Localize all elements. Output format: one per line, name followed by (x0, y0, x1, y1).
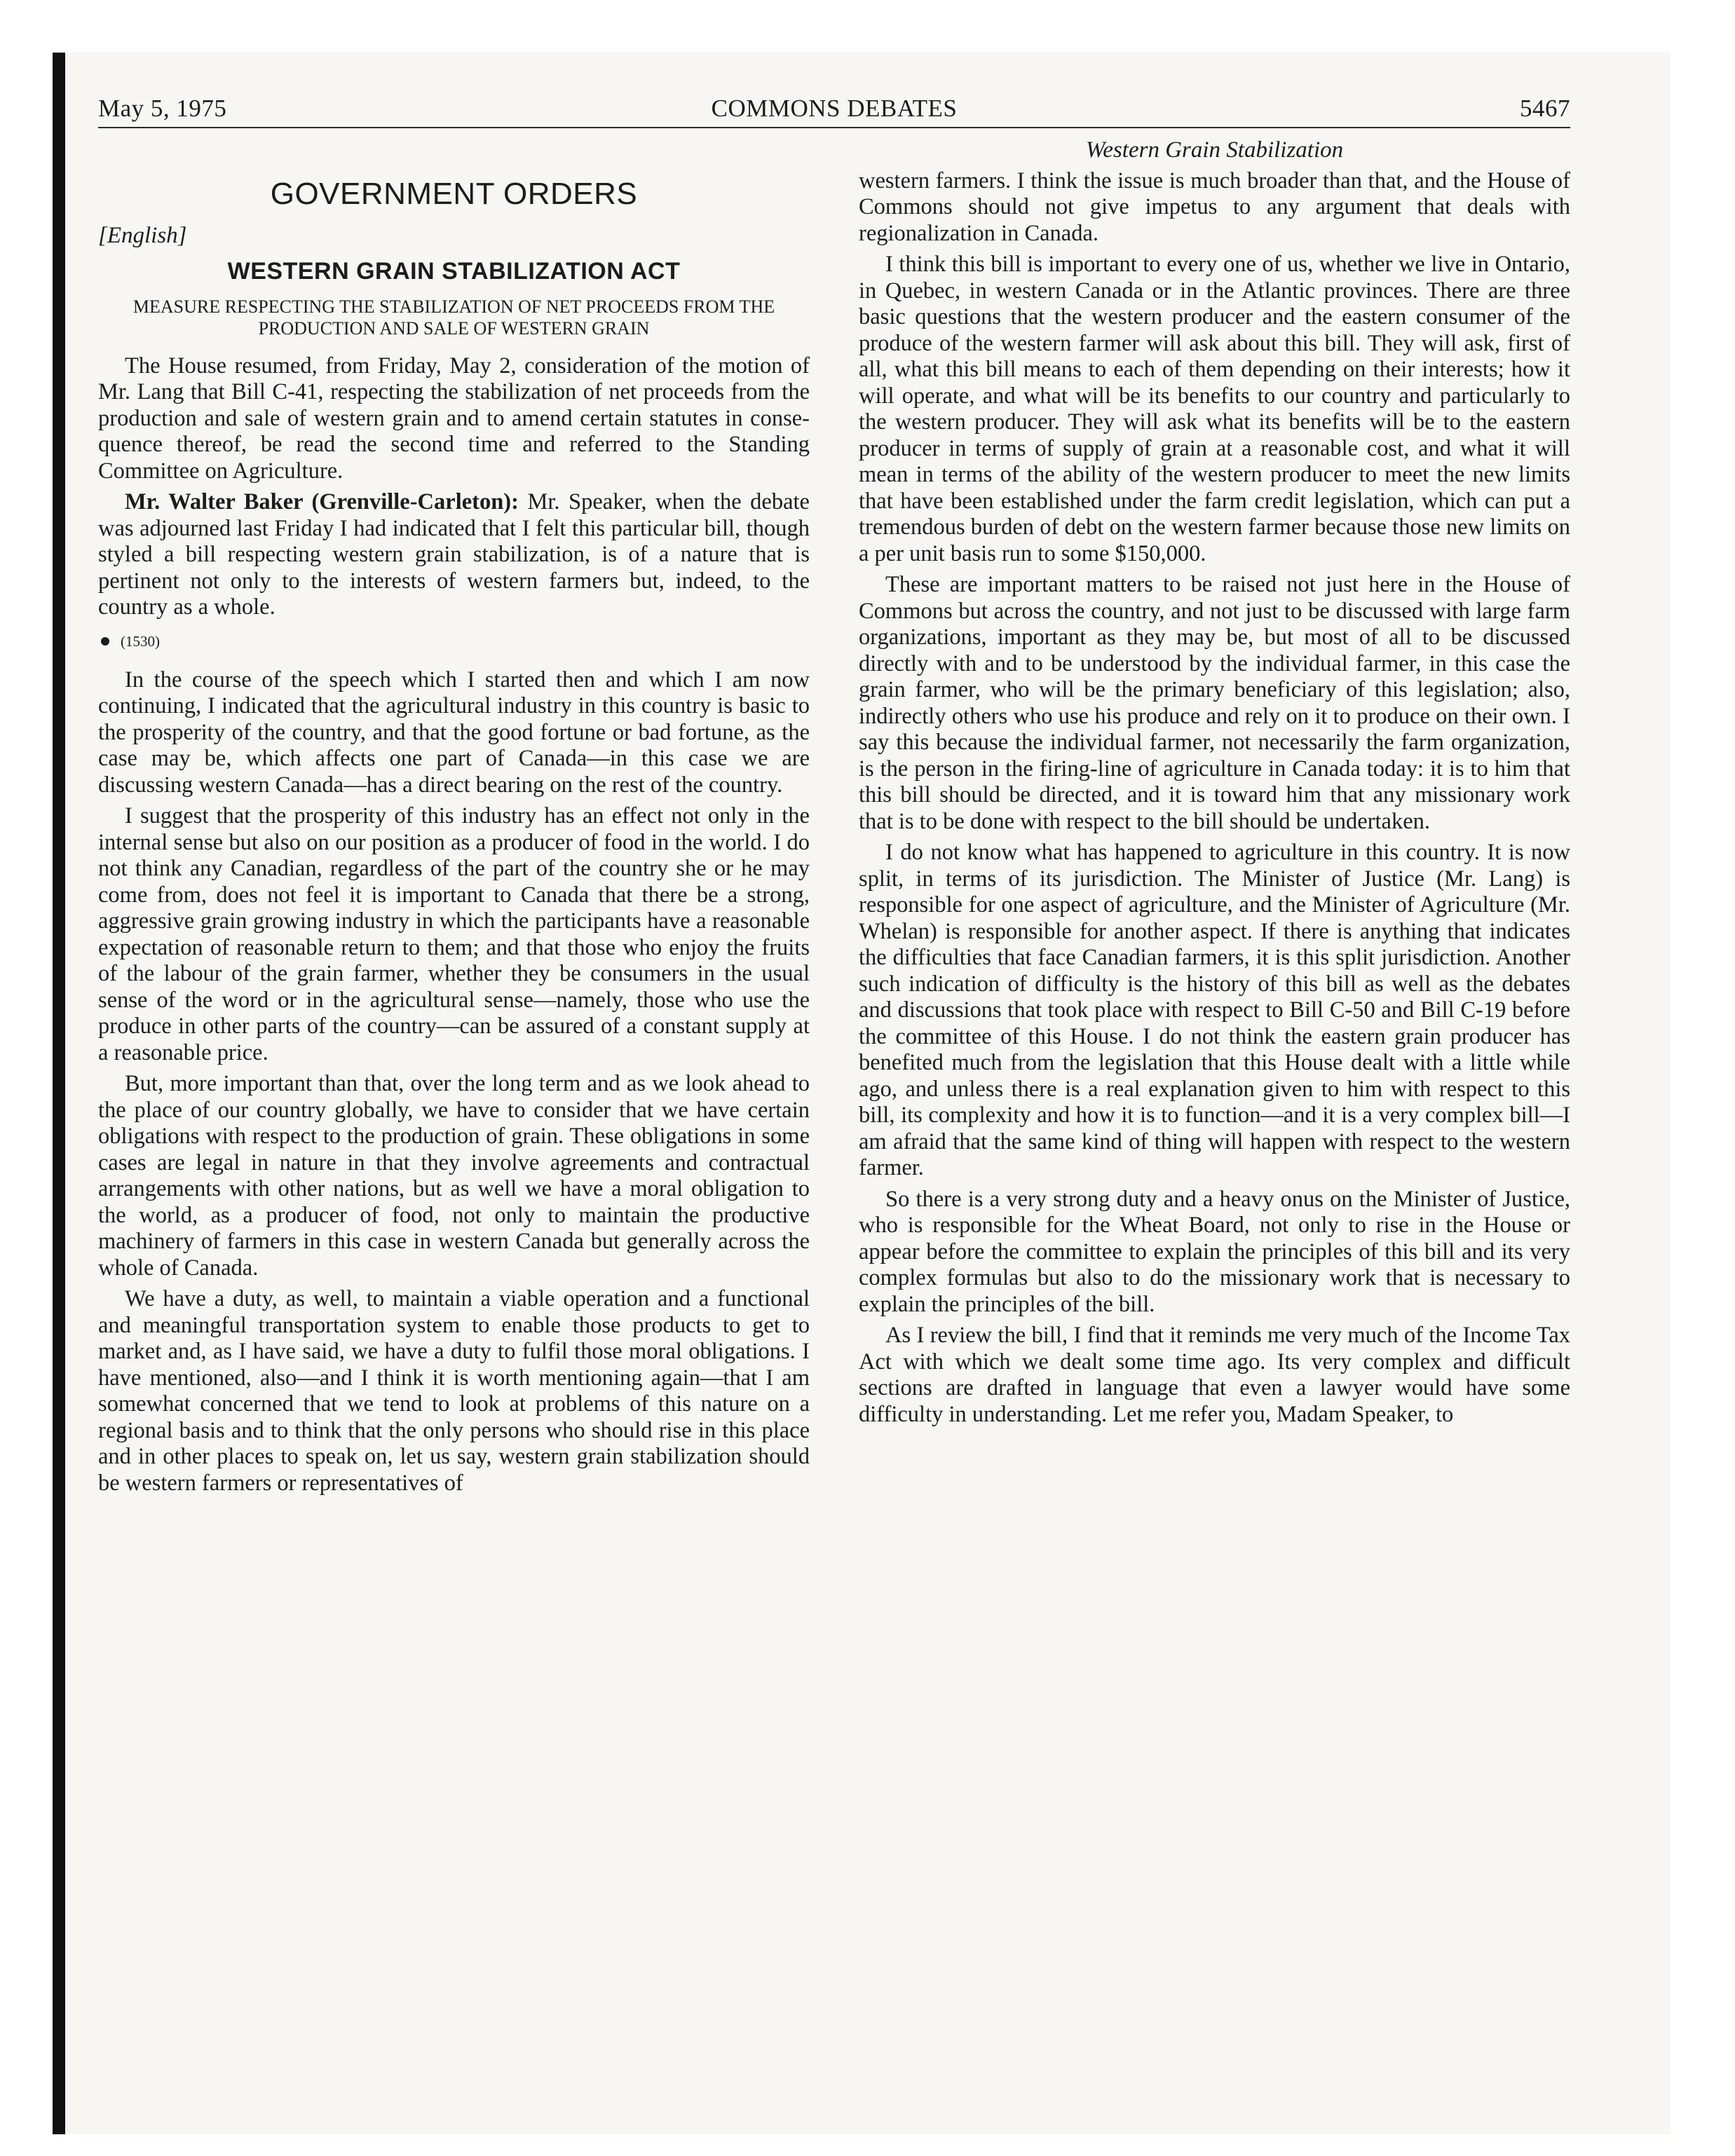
section-title: GOVERNMENT ORDERS (270, 177, 638, 211)
bullet-icon (101, 637, 109, 646)
running-head: Western Grain Stabilization (1085, 137, 1344, 163)
speaker-name: Mr. Walter Baker (Grenville-Carleton): (125, 489, 519, 514)
paragraph: western farmers. I think the issue is much broader than that, and the House of Commons should not give impetus to any argument that deals with regionalization in Canada. (859, 168, 1570, 246)
measure-subtitle: MEASURE RESPECTING THE STABILIZATION OF NET PROCEEDS FROM THE PRODUCTION AND SALE OF WESTERN GRAIN (132, 296, 775, 339)
page-header (98, 93, 1570, 124)
header-date: May 5, 1975 (98, 95, 227, 122)
paragraph: I think this bill is important to every one of us, whether we live in Ontario, in Quebec, in western Canada or in the Atlantic provinces. There are three basic questions that the western producer and the eastern consumer of the produce of the western farmer will ask about this bill. They will ask, first of all, what this bill means to each of them depending on their interests; how it will operate, and what will be its benefits to our country and particularly to the western producer. They will ask what its benefits will be to the eastern producer in terms of supply of grain at a reasonable cost, and what it will mean in terms of the ability of the western producer to meet the new limits that have been established under the farm credit legislation, which can put a tremendous burden of debt on the western farmer because those new limits on a per unit basis run to some $150,000. (859, 252, 1570, 566)
right-column (859, 137, 1570, 1433)
paragraph: We have a duty, as well, to maintain a viable operation and a functional and meaningful transportation system to enable those products to get to market and, as I have said, we have a duty to fulfil those moral obligations. I have mentioned, also—and I think it is worth mentioning again—that I am somewhat concerned that we tend to look at problems of this nature on a regional basis and to think that the only persons who should rise in this place and in other places to speak on, let us say, western grain stabilization should be western farmers or representatives of (98, 1286, 810, 1496)
paragraph: I do not know what has happened to agriculture in this country. It is now split, in terms of its jurisdiction. The Minister of Justice (Mr. Lang) is responsible for one aspect of agriculture, and the Minister of Agriculture (Mr. Whelan) is responsible for another aspect. If there is anything that indicates the difficulties that face Canadian farmers, it is this split jurisdiction. Another such indication of difficulty is the history of this bill as well as the debates and discussions that took place with respect to Bill C-50 and Bill C-19 before the committee of this House. I do not think the eastern grain producer has benefited much from the legislation that this House dealt with a little while ago, and unless there is a real explanation given to him with respect to this bill, its complexity and how it is to function—and it is a very complex bill—I am afraid that the same kind of thing will happen with respect to the western farmer. (859, 840, 1570, 1180)
paragraph: In the course of the speech which I started then and which I am now continuing, I indicated that the agricultural industry in this country is basic to the prosperity of the country, and that the good fortune or bad fortune, as the case may be, which affects one part of Canada—in this case we are discussing western Canada—has a direct bearing on the rest of the country. (98, 667, 810, 798)
act-title: WESTERN GRAIN STABILIZATION ACT (227, 257, 681, 285)
paragraph: So there is a very strong duty and a heavy onus on the Minister of Justice, who is responsible for the Wheat Board, not only to rise in the House or appear before the committee to explain the principles of this bill and its very complex formulas but also to do the missionary work that is necessary to explain the principles of the bill. (859, 1186, 1570, 1317)
paragraph (98, 489, 810, 621)
timestamp-marker (98, 632, 810, 650)
header-publication: COMMONS DEBATES (711, 95, 958, 122)
language-note: [English] (98, 223, 187, 248)
header-rule (98, 127, 1570, 128)
paragraph: As I review the bill, I find that it reminds me very much of the Income Tax Act with which we dealt some time ago. Its very complex and difficult sections are drafted in language that even a lawyer would have some difficulty in understanding. Let me refer you, Madam Speaker, to (859, 1323, 1570, 1427)
paragraph: These are important matters to be raised not just here in the House of Commons but across the country, and not just to be discussed with large farm organizations, important as they may be, but most of all to be discussed directly with and to be understood by the individual farmer, in this case the grain farmer, who will be the primary beneficiary of this legislation; also, indirectly others who use his produce and rely on it to produce on their own. I say this because the individual farmer, not necessarily the farm organization, is the person in the firing-line of agriculture in Canada today: it is to him that this bill should be directed, and it is toward him that any missionary work that is to be done with respect to the bill should be undertaken. (859, 572, 1570, 834)
scan-border (53, 53, 65, 2134)
timestamp-text: (1530) (121, 632, 160, 650)
paragraph-text: Mr. Speaker, when the debate was adjourned last Friday I had indicated that I felt this particular bill, though styled a bill respecting western grain stabilization, is of a nature that is pertinent not only to the interests of western farmers but, indeed, to the country as a whole. (98, 489, 810, 620)
paragraph: The House resumed, from Friday, May 2, consideration of the motion of Mr. Lang that Bill C-41, respecting the stabilization of net proceeds from the production and sale of western grain and to amend certain statutes in consequence thereof, be read the second time and referred to the Standing Committee on Agriculture. (98, 353, 810, 484)
left-column (98, 137, 810, 1501)
paragraph: But, more important than that, over the long term and as we look ahead to the place of our country globally, we have to consider that we have certain obligations with respect to the production of grain. These obligations in some cases are legal in nature in that they involve agreements and contractual arrangements with other nations, but as well we have a moral obligation to the world, as a producer of food, not only to maintain the productive machinery of farmers in this case in western Canada but generally across the whole of Canada. (98, 1071, 810, 1281)
paragraph: I suggest that the prosperity of this industry has an effect not only in the internal sense but also on our position as a producer of food in the world. I do not think any Canadian, regardless of the part of the country she or he may come from, does not feel it is important to Canada that there be a strong, aggressive grain growing industry in which the participants have a reasonable expectation of reasonable return to them; and that those who enjoy the fruits of the labour of the grain farmer, whether they be consumers in the usual sense of the word or in the agricultural sense—namely, those who use the produce in other parts of the country—can be assured of a constant supply at a reasonable price. (98, 803, 810, 1065)
header-page-number: 5467 (1520, 95, 1570, 122)
